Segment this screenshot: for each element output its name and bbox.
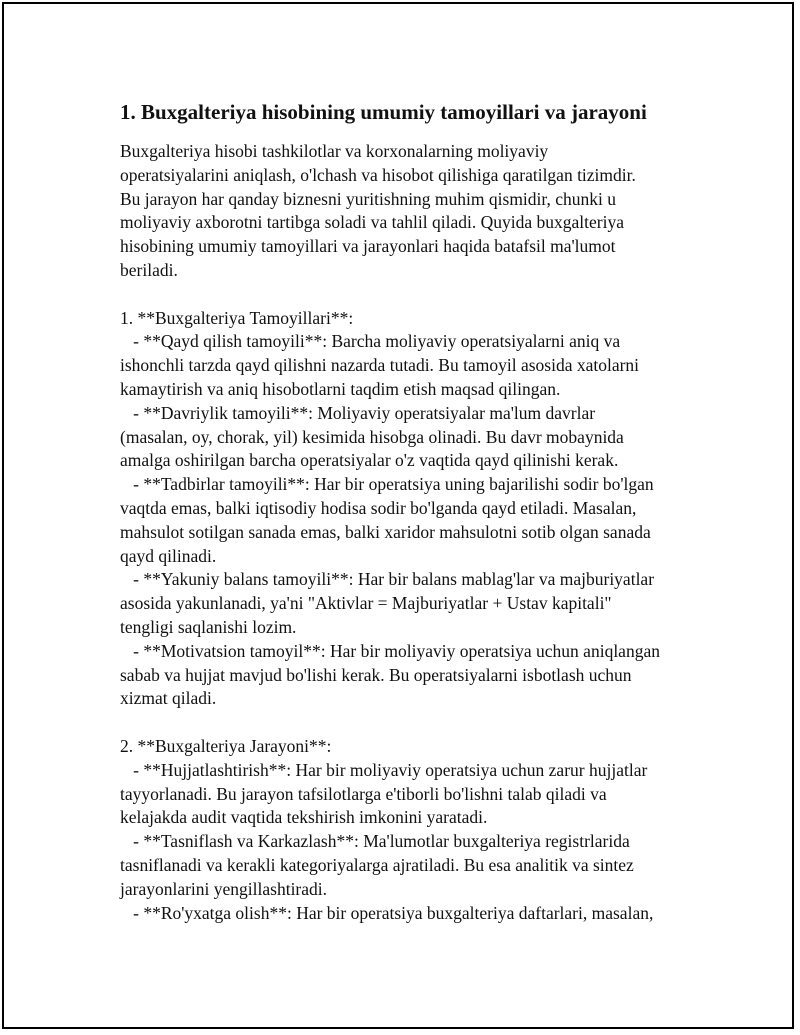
paragraph-gap	[120, 711, 700, 735]
text-line: beriladi.	[120, 259, 178, 280]
text-line: Buxgalteriya hisobi tashkilotlar va korxonalarning moliyaviy	[120, 141, 549, 161]
text-line: ishonchli tarzda qayd qilishni nazarda tutadi. Bu tamoyil asosida xatolarni	[120, 355, 640, 376]
text-line: sabab va hujjat mavjud bo'lishi kerak. Bu operatsiyalarni isbotlash uchun	[120, 664, 632, 685]
text-line: tengligi saqlanishi lozim.	[120, 616, 297, 637]
document-body	[120, 98, 700, 925]
text-line: tasniflanadi va kerakli kategoriyalarga ajratiladi. Bu esa analitik va sintez	[120, 854, 634, 875]
text-line: kamaytirish va aniq hisobotlarni taqdim etish maqsad qilingan.	[120, 378, 561, 399]
text-line: (masalan, oy, chorak, yil) kesimida hisobga olinadi. Bu davr mobaynida	[120, 426, 624, 447]
page-frame	[2, 2, 794, 1029]
text-line: jarayonlarini yengillashtiradi.	[120, 878, 328, 899]
text-line: vaqtda emas, balki iqtisodiy hodisa sodir bo'lganda qayd etiladi. Masalan,	[120, 497, 637, 518]
text-line: asosida yakunlanadi, ya'ni "Aktivlar = Majburiyatlar + Ustav kapitali"	[120, 593, 612, 614]
text-line: operatsiyalarini aniqlash, o'lchash va hisobot qilishiga qaratilgan tizimdir.	[120, 164, 636, 185]
text-line: - **Tadbirlar tamoyili**: Har bir operatsiya uning bajarilishi sodir bo'lgan	[120, 474, 654, 495]
text-line: - **Hujjatlashtirish**: Har bir moliyaviy operatsiya uchun zarur hujjatlar	[120, 759, 648, 780]
text-line: - **Motivatsion tamoyil**: Har bir moliyaviy operatsiya uchun aniqlangan	[120, 640, 660, 661]
text-line: amalga oshirilgan barcha operatsiyalar o'z vaqtida qayd qilinishi kerak.	[120, 450, 619, 471]
text-line: 2. **Buxgalteriya Jarayoni**:	[120, 735, 332, 756]
text-line: moliyaviy axborotni tartibga soladi va tahlil qiladi. Quyida buxgalteriya	[120, 212, 624, 233]
text-line: Bu jarayon har qanday biznesni yuritishning muhim qismidir, chunki u	[120, 188, 617, 209]
text-line: - **Qayd qilish tamoyili**: Barcha moliyaviy operatsiyalarni aniq va	[120, 331, 621, 352]
document-text	[120, 140, 700, 925]
text-line: 1. **Buxgalteriya Tamoyillari**:	[120, 307, 354, 328]
paragraph-gap	[120, 283, 700, 307]
text-line: qayd qilinadi.	[120, 545, 217, 566]
text-line: xizmat qiladi.	[120, 688, 217, 709]
text-line: tayyorlanadi. Bu jarayon tafsilotlarga e'tiborli bo'lishni talab qiladi va	[120, 783, 607, 804]
text-line: - **Tasniflash va Karkazlash**: Ma'lumotlar buxgalteriya registrlarida	[120, 831, 630, 852]
text-line: mahsulot sotilgan sanada emas, balki xaridor mahsulotni sotib olgan sanada	[120, 521, 651, 542]
document-title: 1. Buxgalteriya hisobining umumiy tamoyillari va jarayoni	[120, 100, 647, 124]
text-line: - **Yakuniy balans tamoyili**: Har bir balans mablag'lar va majburiyatlar	[120, 569, 655, 590]
text-line: hisobining umumiy tamoyillari va jarayonlari haqida batafsil ma'lumot	[120, 236, 616, 257]
text-line: - **Ro'yxatga olish**: Har bir operatsiya buxgalteriya daftarlari, masalan,	[120, 902, 654, 923]
text-line: kelajakda audit vaqtida tekshirish imkonini yaratadi.	[120, 807, 488, 828]
text-line: - **Davriylik tamoyili**: Moliyaviy operatsiyalar ma'lum davrlar	[120, 402, 596, 423]
